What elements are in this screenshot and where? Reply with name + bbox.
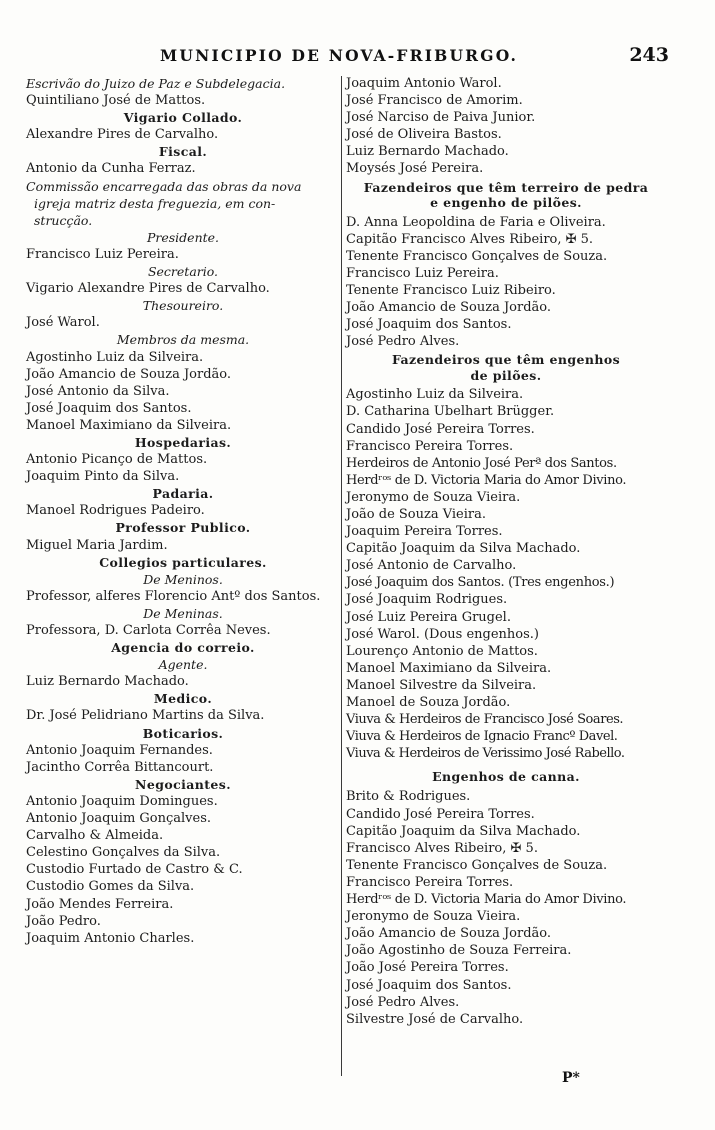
- engenho-entry: Joaquim Pereira Torres.: [346, 524, 503, 540]
- page-number: 243: [629, 44, 669, 66]
- terreiro-entry: José Pedro Alves.: [346, 334, 460, 350]
- negociante-entry: João Mendes Ferreira.: [26, 896, 174, 912]
- negociante-entry: Moysés José Pereira.: [346, 161, 484, 177]
- canna-entry: José Joaquim dos Santos.: [346, 977, 512, 993]
- engenho-entry: Francisco Pereira Torres.: [346, 438, 514, 454]
- section-heading-fiscal: Fiscal.: [158, 144, 208, 160]
- commissao-line-1: Commissão encarregada das obras da nova: [26, 178, 302, 194]
- negociante-entry: Custodio Gomes da Silva.: [26, 879, 195, 895]
- de-meninas-entry: Professora, D. Carlota Corrêa Neves.: [26, 623, 271, 638]
- column-divider: [341, 76, 342, 1076]
- terreiro-entry: Francisco Luiz Pereira.: [346, 265, 499, 281]
- canna-entry: Jeronymo de Souza Vieira.: [346, 909, 521, 925]
- engenho-entry: José Joaquim Rodrigues.: [346, 592, 508, 608]
- de-meninos-entry: Professor, alferes Florencio Antº dos Santos.: [26, 588, 321, 604]
- negociante-entry: Celestino Gonçalves da Silva.: [26, 845, 221, 861]
- canna-entry: Candido José Pereira Torres.: [346, 806, 535, 822]
- canna-entry: João José Pereira Torres.: [346, 960, 509, 976]
- section-heading-agencia: Agencia do correio.: [111, 640, 255, 656]
- terreiro-entry: José Joaquim dos Santos.: [346, 317, 512, 333]
- membro-entry: José Joaquim dos Santos.: [26, 400, 192, 416]
- canna-entry: Francisco Pereira Torres.: [346, 874, 514, 890]
- de-meninas-label: De Meninas.: [143, 605, 223, 621]
- engenho-entry: Viuva & Herdeiros de Ignacio Francº Davel.: [346, 729, 618, 745]
- membro-entry: José Antonio da Silva.: [26, 383, 170, 399]
- negociante-entry: Joaquim Antonio Charles.: [26, 930, 195, 946]
- negociante-entry: Joaquim Antonio Warol.: [346, 76, 502, 91]
- terreiro-heading-line-1: Fazendeiros que têm terreiro de pedra: [363, 179, 649, 195]
- engenho-entry: José Joaquim dos Santos. (Tres engenhos.): [346, 575, 615, 591]
- agente-label: Agente.: [158, 657, 208, 673]
- canna-entry: Herdʳᵒˢ de D. Victoria Maria do Amor Divino.: [346, 892, 627, 908]
- negociante-entry: José Francisco de Amorim.: [346, 93, 523, 109]
- canna-entry: Brito & Rodrigues.: [346, 789, 471, 805]
- negociante-entry: Custodio Furtado de Castro & C.: [26, 862, 243, 878]
- engenho-entry: José Luiz Pereira Grugel.: [346, 609, 511, 625]
- terreiro-entry: Tenente Francisco Gonçalves de Souza.: [346, 248, 608, 264]
- secretario-name: Vigario Alexandre Pires de Carvalho.: [26, 281, 270, 297]
- canna-entry: João Agostinho de Souza Ferreira.: [346, 943, 572, 959]
- commissao-note: [26, 178, 340, 229]
- negociante-entry: João Pedro.: [26, 913, 101, 929]
- section-heading-vigario: Vigario Collado.: [123, 110, 243, 126]
- boticario-entry: Jacintho Corrêa Bittancourt.: [26, 759, 214, 775]
- commissao-line-2: igreja matriz desta freguezia, em con-: [34, 195, 276, 211]
- fiscal-name: Antonio da Cunha Ferraz.: [26, 161, 196, 177]
- hospedaria-entry: Antonio Picanço de Mattos.: [26, 452, 208, 468]
- terreiro-entry: Tenente Francisco Luiz Ribeiro.: [346, 282, 556, 298]
- engenho-entry: Lourenço Antonio de Mattos.: [346, 643, 538, 659]
- engenho-entry: Herdʳᵒˢ de D. Victoria Maria do Amor Divino.: [346, 472, 627, 488]
- membro-entry: Manoel Maximiano da Silveira.: [26, 417, 232, 433]
- engenho-entry: Herdeiros de Antonio José Perª dos Santos.: [346, 455, 617, 471]
- section-heading-canna: Engenhos de canna.: [432, 769, 580, 785]
- membro-entry: João Amancio de Souza Jordão.: [26, 366, 232, 382]
- canna-entry: Tenente Francisco Gonçalves de Souza.: [346, 857, 608, 873]
- section-heading-engenhos: [346, 350, 666, 383]
- membros-label: Membros da mesma.: [116, 332, 250, 348]
- negociante-entry: José de Oliveira Bastos.: [346, 127, 502, 143]
- escrivao-name: Quintiliano José de Mattos.: [26, 93, 206, 109]
- canna-entry: Francisco Alves Ribeiro, ✠ 5.: [346, 840, 538, 856]
- agente-name: Luiz Bernardo Machado.: [26, 674, 189, 690]
- engenhos-heading-line-2: de pilões.: [470, 367, 542, 383]
- engenho-entry: José Antonio de Carvalho.: [346, 558, 517, 574]
- medico-entry: Dr. José Pelidriano Martins da Silva.: [26, 708, 265, 724]
- presidente-name: Francisco Luiz Pereira.: [26, 246, 179, 262]
- terreiro-entry: D. Anna Leopoldina de Faria e Oliveira.: [346, 214, 606, 230]
- terreiro-entry: Capitão Francisco Alves Ribeiro, ✠ 5.: [346, 231, 594, 247]
- right-column: [346, 75, 666, 1028]
- section-heading-negociantes: Negociantes.: [135, 776, 231, 792]
- engenho-entry: Agostinho Luiz da Silveira.: [346, 387, 524, 403]
- presidente-label: Presidente.: [146, 229, 220, 245]
- negociante-entry: José Narciso de Paiva Junior.: [346, 110, 536, 126]
- engenho-entry: Manoel de Souza Jordão.: [346, 695, 511, 710]
- engenho-entry: Viuva & Herdeiros de Verissimo José Rabello.: [346, 746, 625, 762]
- section-heading-boticarios: Boticarios.: [142, 725, 224, 741]
- professor-entry: Miguel Maria Jardim.: [26, 537, 168, 553]
- engenho-entry: Manoel Silvestre da Silveira.: [346, 677, 537, 693]
- thesoureiro-label: Thesoureiro.: [142, 298, 224, 314]
- section-heading-professor: Professor Publico.: [115, 520, 251, 536]
- engenho-entry: José Warol. (Dous engenhos.): [346, 626, 540, 642]
- page-header: [0, 46, 715, 72]
- engenhos-heading-line-1: Fazendeiros que têm engenhos: [391, 352, 621, 368]
- escrivao-title: Escrivão do Juizo de Paz e Subdelegacia.: [26, 76, 286, 91]
- engenho-entry: João de Souza Vieira.: [346, 506, 486, 522]
- engenho-entry: Candido José Pereira Torres.: [346, 421, 535, 437]
- signature-mark: P*: [562, 1070, 580, 1086]
- engenho-entry: Viuva & Herdeiros de Francisco José Soares.: [346, 712, 624, 728]
- terreiro-entry: João Amancio de Souza Jordão.: [346, 300, 552, 316]
- canna-entry: José Pedro Alves.: [346, 994, 460, 1010]
- left-column: [26, 75, 340, 947]
- terreiro-heading-line-2: e engenho de pilões.: [430, 195, 582, 211]
- engenho-entry: D. Catharina Ubelhart Brügger.: [346, 404, 555, 420]
- section-heading-collegios: Collegios particulares.: [99, 554, 267, 570]
- secretario-label: Secretario.: [147, 264, 219, 280]
- commissao-line-3: strucção.: [34, 212, 93, 228]
- vigario-name: Alexandre Pires de Carvalho.: [26, 127, 219, 143]
- section-heading-padaria: Padaria.: [152, 486, 214, 502]
- negociante-entry: Antonio Joaquim Gonçalves.: [26, 811, 212, 827]
- canna-entry: Silvestre José de Carvalho.: [346, 1011, 524, 1027]
- engenho-entry: Capitão Joaquim da Silva Machado.: [346, 541, 581, 557]
- section-heading-terreiro: [346, 178, 666, 211]
- hospedaria-entry: Joaquim Pinto da Silva.: [26, 469, 180, 485]
- padaria-entry: Manoel Rodrigues Padeiro.: [26, 503, 205, 519]
- boticario-entry: Antonio Joaquim Fernandes.: [26, 742, 213, 758]
- negociante-entry: Antonio Joaquim Domingues.: [26, 793, 218, 809]
- section-heading-medico: Medico.: [153, 691, 213, 707]
- de-meninos-label: De Meninos.: [143, 571, 223, 587]
- membro-entry: Agostinho Luiz da Silveira.: [26, 349, 204, 365]
- negociante-entry: Carvalho & Almeida.: [26, 828, 164, 844]
- canna-entry: João Amancio de Souza Jordão.: [346, 926, 552, 942]
- engenho-entry: Jeronymo de Souza Vieira.: [346, 489, 521, 505]
- canna-entry: Capitão Joaquim da Silva Machado.: [346, 823, 581, 839]
- negociante-entry: Luiz Bernardo Machado.: [346, 144, 509, 160]
- engenho-entry: Manoel Maximiano da Silveira.: [346, 660, 552, 676]
- thesoureiro-name: José Warol.: [26, 315, 100, 331]
- section-heading-hospedarias: Hospedarias.: [134, 434, 232, 450]
- page-title: MUNICIPIO DE NOVA-FRIBURGO.: [160, 46, 519, 65]
